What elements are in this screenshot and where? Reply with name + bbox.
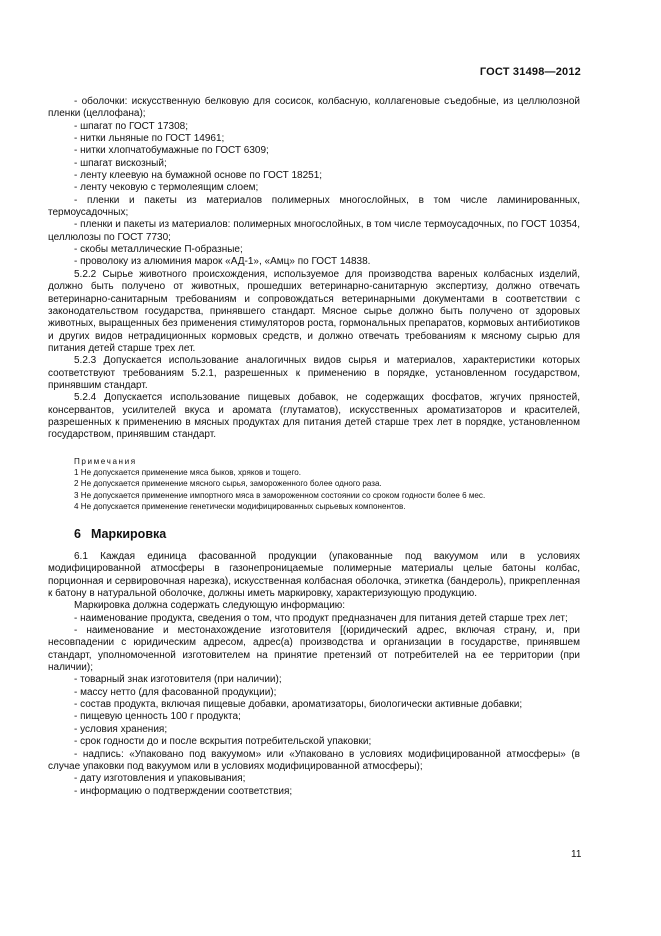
paragraph: - пленки и пакеты из материалов полимерных многослойных, в том числе ламинированных, термоусадочных; xyxy=(48,194,580,219)
paragraph: 6.1 Каждая единица фасованной продукции (упакованные под вакуумом или в условиях модифицированной атмосферы в газонепроницаемые полимерные материалы целые батоны колбас, порционная и сервировочная нарезка), искусственная колбасная оболочка, этикетка (бандероль), прикрепленная к батону в натуральной оболочке, должны иметь маркировку, характеризующую продукцию. xyxy=(48,551,580,600)
note-item: 1 Не допускается применение мяса быков, хряков и тощего. xyxy=(74,468,302,478)
paragraph: - срок годности до и после вскрытия потребительской упаковки; xyxy=(74,736,372,748)
paragraph: - наименование продукта, сведения о том, что продукт предназначен для питания детей старше трех лет; xyxy=(74,612,568,624)
section-heading xyxy=(74,528,580,540)
paragraph: - пленки и пакеты из материалов: полимерных многослойных, в том числе термоусадочных, по ГОСТ 10354, целлюлозы по ГОСТ 7730; xyxy=(48,219,580,243)
paragraph: - нитки льняные по ГОСТ 14961; xyxy=(74,133,225,145)
paragraph: 5.2.2 Сырье животного происхождения, используемое для производства вареных колбасных изделий, должно быть получено от животных, прошедших ветеринарно-санитарную экспертизу, должно отвечать ветеринарно-санитарным требованиям и сопровождаться ветеринарными документами в соответствии с законодательством государства, принявшего стандарт. Мясное сырье должно быть получено от здоровых животных, выращенных без применения стимуляторов роста, гормональных препаратов, кормовых антибиотиков и других видов нетрадиционных кормовых средств, и должно отвечать требованиям к мясному сырью для питания детей старше трех лет. xyxy=(48,268,580,354)
paragraph: - условия хранения; xyxy=(74,723,168,735)
paragraph: - ленту чековую с термолеящим слоем; xyxy=(74,182,259,194)
paragraph: 5.2.3 Допускается использование аналогичных видов сырья и материалов, характеристики которых соответствуют требованиям 5.2.1, разрешенных к применению в порядке, установленном государством, принявшим стандарт. xyxy=(48,355,580,391)
paragraph: - скобы металлические П-образные; xyxy=(74,244,243,256)
note-item: 2 Не допускается применение мясного сырья, замороженного более одного раза. xyxy=(74,479,382,489)
note-item: 4 Не допускается применение генетически модифицированных сырьевых компонентов. xyxy=(74,502,406,512)
paragraph: - нитки хлопчатобумажные по ГОСТ 6309; xyxy=(74,145,269,157)
paragraph: - проволоку из алюминия марок «АД-1», «Амц» по ГОСТ 14838. xyxy=(74,256,371,268)
paragraph: - надпись: «Упаковано под вакуумом» или «Упаковано в условиях модифицированной атмосферы» (в случае упаковки под вакуумом или в условиях модифицированной атмосферы); xyxy=(48,748,580,772)
paragraph: 5.2.4 Допускается использование пищевых добавок, не содержащих фосфатов, жгучих пряностей, консервантов, усилителей вкуса и аромата (глутаматов), искусственных ароматизаторов и красителей, разрешенных к применению в мясных продуктах для питания детей старше трех лет в порядке, установленном государством, принявшим стандарт. xyxy=(48,392,580,441)
paragraph: - пищевую ценность 100 г продукта; xyxy=(74,711,241,723)
paragraph: - наименование и местонахождение изготовителя [(юридический адрес, включая страну, и, при несовпадении с юридическим адресом, адрес(а) производства и организации в государстве, принявшем стандарт, уполномоченной изготовителем на принятие претензий от потребителей на ее территории (при наличии); xyxy=(48,625,580,674)
paragraph: - шпагат вискозный; xyxy=(74,157,167,169)
paragraph: - информацию о подтверждении соответствия; xyxy=(74,785,293,797)
paragraph: - ленту клеевую на бумажной основе по ГОСТ 18251; xyxy=(74,170,323,182)
paragraph: Маркировка должна содержать следующую информацию: xyxy=(74,600,346,612)
paragraph: - шпагат по ГОСТ 17308; xyxy=(74,120,188,132)
section-number: 6 xyxy=(74,526,81,541)
paragraph: - состав продукта, включая пищевые добавки, ароматизаторы, биологически активные добавки; xyxy=(74,699,523,711)
paragraph: - массу нетто (для фасованной продукции); xyxy=(74,686,277,698)
paragraph: - оболочки: искусственную белковую для сосисок, колбасную, коллагеновые съедобные, из целлюлозной пленки (целлофана); xyxy=(48,96,580,120)
page-body xyxy=(48,96,580,798)
section-title: Маркировка xyxy=(90,526,167,541)
page-number: 11 xyxy=(571,849,582,860)
note-item: 3 Не допускается применение импортного мяса в замороженном состоянии со сроком годности более 6 мес. xyxy=(74,490,486,500)
document-header: ГОСТ 31498—2012 xyxy=(479,66,581,78)
paragraph: - товарный знак изготовителя (при наличии); xyxy=(74,674,282,686)
notes-title: Примечания xyxy=(74,456,137,466)
notes-block xyxy=(48,456,580,513)
paragraph: - дату изготовления и упаковывания; xyxy=(74,773,246,785)
